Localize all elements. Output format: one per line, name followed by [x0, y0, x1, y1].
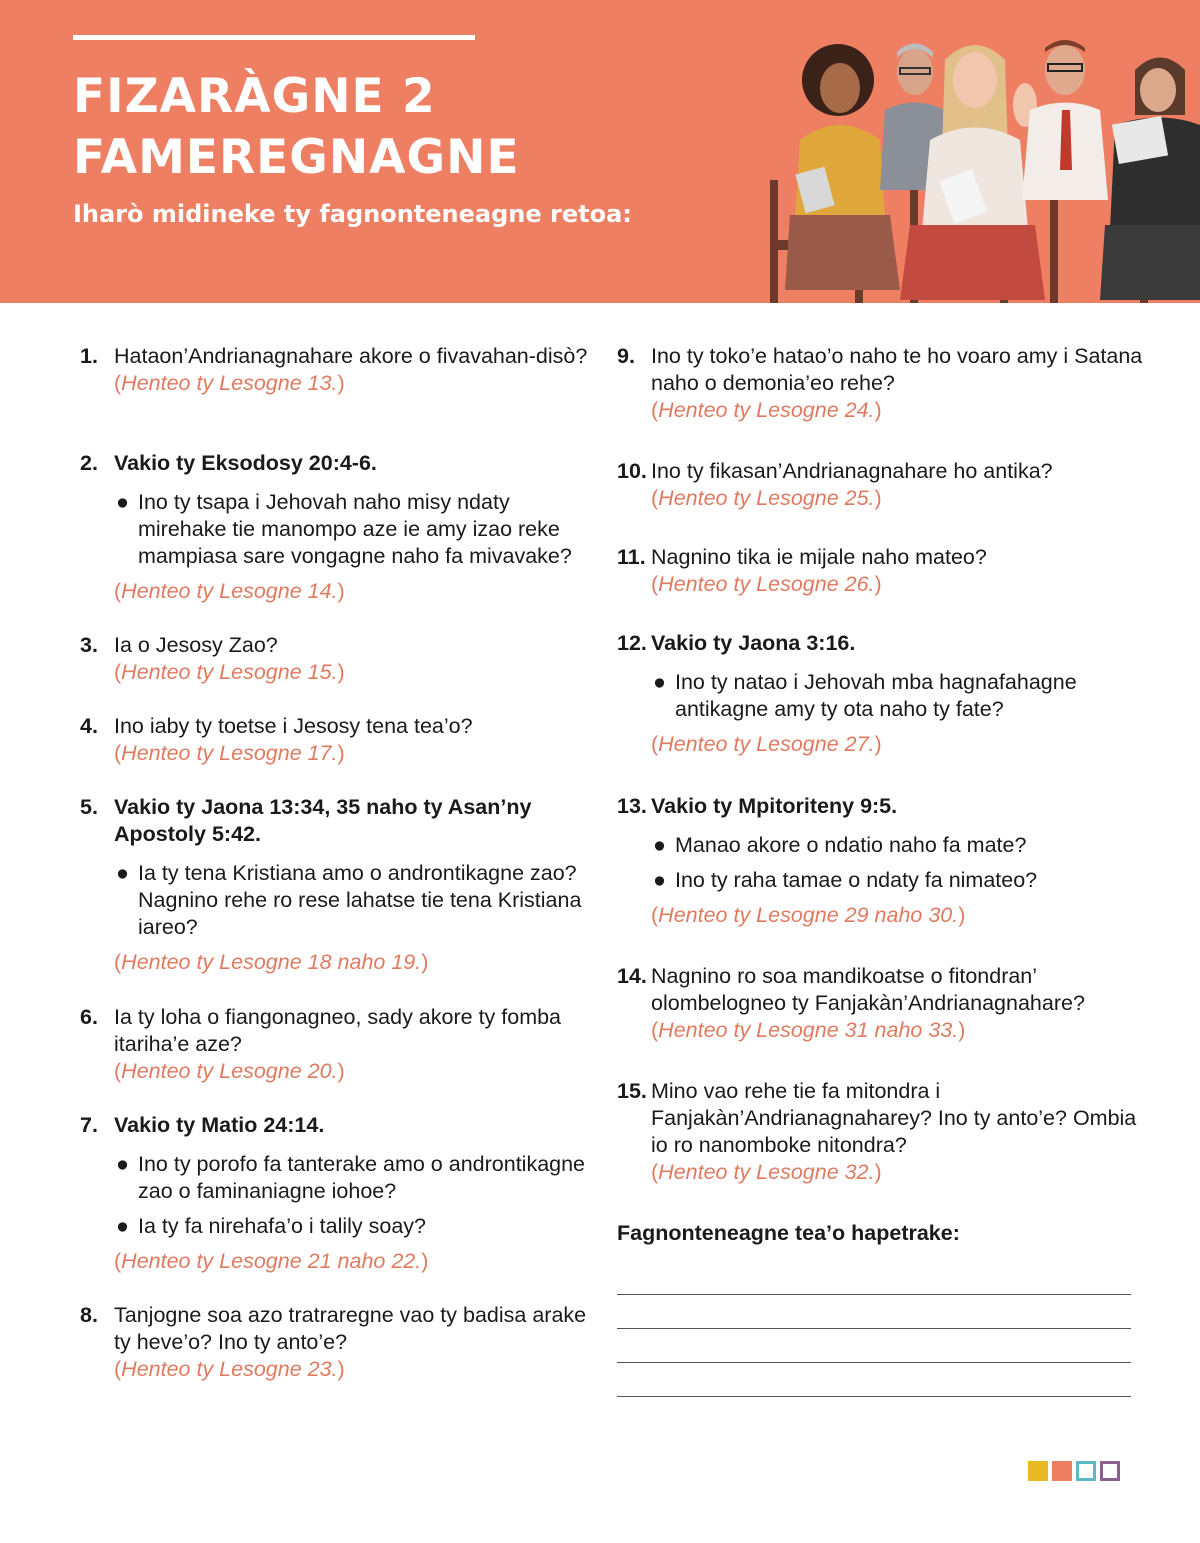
- question-number: 9.: [617, 344, 635, 368]
- square-yellow-icon: [1028, 1461, 1048, 1481]
- lesson-reference: (Henteo ty Lesogne 29 naho 30.): [651, 903, 966, 927]
- notes-lines: [617, 1261, 1157, 1397]
- sub-question-list: [651, 669, 1157, 723]
- question-text: Ia o Jesosy Zao?: [114, 633, 278, 657]
- sub-question-list: [114, 860, 590, 941]
- header-rule: [73, 35, 475, 40]
- question-10: [617, 458, 1157, 544]
- question-text: Vakio ty Eksodosy 20:4-6.: [114, 451, 377, 475]
- question-number: 14.: [617, 964, 647, 988]
- note-line[interactable]: [617, 1363, 1131, 1397]
- question-text: Nagnino ro soa mandikoatse o fitondran’ olombelogneo ty Fanjakàn’Andrianagnahare?: [651, 964, 1085, 1015]
- question-text: Vakio ty Mpitoriteny 9:5.: [651, 794, 898, 818]
- square-coral-icon: [1052, 1461, 1072, 1481]
- question-text: Ino ty fikasan’Andrianagnahare ho antika?: [651, 459, 1053, 483]
- lesson-reference: (Henteo ty Lesogne 20.): [114, 1059, 345, 1083]
- lesson-reference: (Henteo ty Lesogne 24.): [651, 398, 882, 422]
- question-number: 5.: [80, 795, 98, 819]
- person-5: [1100, 58, 1200, 301]
- square-purple-outline-icon: [1100, 1461, 1120, 1481]
- question-number: 7.: [80, 1113, 98, 1137]
- question-text: Ino ty toko’e hatao’o naho te ho voaro amy i Satana naho o demonia’eo rehe?: [651, 344, 1143, 395]
- question-9: [617, 343, 1157, 458]
- question-11: [617, 544, 1157, 630]
- people-seated-illustration: [760, 0, 1200, 303]
- lesson-reference: (Henteo ty Lesogne 26.): [651, 572, 882, 596]
- notes-title: Fagnonteneagne tea’o hapetrake:: [617, 1221, 960, 1245]
- question-number: 10.: [617, 459, 647, 483]
- question-8: [80, 1302, 590, 1383]
- question-number: 13.: [617, 794, 647, 818]
- question-text: Mino vao rehe tie fa mitondra i Fanjakàn’Andrianagnaharey? Ino ty anto’e? Ombia io ro nanomboke nitondra?: [651, 1079, 1137, 1157]
- question-text: Ino iaby ty toetse i Jesosy tena tea’o?: [114, 714, 473, 738]
- lesson-reference: (Henteo ty Lesogne 15.): [114, 660, 345, 684]
- question-number: 3.: [80, 633, 98, 657]
- header-banner: [0, 0, 1200, 303]
- question-number: 4.: [80, 714, 98, 738]
- lesson-reference: (Henteo ty Lesogne 13.): [114, 371, 345, 395]
- question-4: [80, 713, 590, 794]
- lesson-reference: (Henteo ty Lesogne 27.): [651, 732, 882, 756]
- page-subtitle: Iharò midineke ty fagnonteneagne retoa:: [73, 200, 632, 228]
- lesson-reference: (Henteo ty Lesogne 14.): [114, 579, 345, 603]
- title-line-2: FAMEREGNAGNE: [73, 130, 520, 185]
- person-4: [1022, 40, 1108, 200]
- questions-column-left: [80, 343, 590, 1383]
- question-text: Tanjogne soa azo tratraregne vao ty badisa arake ty heve’o? Ino ty anto’e?: [114, 1303, 587, 1354]
- lesson-reference: (Henteo ty Lesogne 32.): [651, 1160, 882, 1184]
- question-5: [80, 794, 590, 1004]
- sub-question-list: [114, 1151, 590, 1240]
- sub-question: ● Manao akore o ndatio naho fa mate?: [653, 833, 1027, 857]
- question-text: Vakio ty Matio 24:14.: [114, 1113, 325, 1137]
- question-number: 11.: [617, 545, 646, 569]
- question-12: [617, 630, 1157, 793]
- question-text: Vakio ty Jaona 13:34, 35 naho ty Asan’ny Apostoly 5:42.: [114, 795, 532, 846]
- note-line[interactable]: [617, 1295, 1131, 1329]
- question-number: 1.: [80, 344, 98, 368]
- note-line[interactable]: [617, 1329, 1131, 1363]
- question-number: 12.: [617, 631, 647, 655]
- question-text: Nagnino tika ie mijale naho mateo?: [651, 545, 987, 569]
- question-text: Hataon’Andrianagnahare akore o fivavahan-disò?: [114, 344, 588, 368]
- lesson-reference: (Henteo ty Lesogne 18 naho 19.): [114, 950, 429, 974]
- sub-question: ● Ino ty raha tamae o ndaty fa nimateo?: [653, 868, 1038, 892]
- lesson-reference: (Henteo ty Lesogne 17.): [114, 741, 345, 765]
- sub-question: ● Ino ty natao i Jehovah mba hagnafahagne antikagne amy ty ota naho ty fate?: [653, 670, 1077, 721]
- sub-question: ● Ino ty porofo fa tanterake amo o androntikagne zao o faminaniagne iohoe?: [116, 1152, 586, 1203]
- sub-question-list: [114, 489, 590, 570]
- sub-question-list: [651, 832, 1157, 894]
- question-text: Ia ty loha o fiangonagneo, sady akore ty fomba itariha’e aze?: [114, 1005, 562, 1056]
- sub-question: ● Ino ty tsapa i Jehovah naho misy ndaty mirehake tie manompo aze ie amy izao reke mampiasa sare vongagne naho fa mivavake?: [116, 490, 572, 568]
- question-2: [80, 450, 590, 632]
- question-number: 8.: [80, 1303, 98, 1327]
- note-line[interactable]: [617, 1261, 1131, 1295]
- question-1: [80, 343, 590, 450]
- question-3: [80, 632, 590, 713]
- question-number: 15.: [617, 1079, 647, 1103]
- lesson-reference: (Henteo ty Lesogne 25.): [651, 486, 882, 510]
- lesson-reference: (Henteo ty Lesogne 23.): [114, 1357, 345, 1381]
- question-text: Vakio ty Jaona 3:16.: [651, 631, 856, 655]
- sub-question: ● Ia ty fa nirehafa’o i talily soay?: [116, 1214, 427, 1238]
- questions-column-right: [617, 343, 1157, 1397]
- question-13: [617, 793, 1157, 963]
- lesson-reference: (Henteo ty Lesogne 31 naho 33.): [651, 1018, 966, 1042]
- question-number: 2.: [80, 451, 98, 475]
- title-line-1: FIZARÀGNE 2: [73, 69, 436, 124]
- square-teal-outline-icon: [1076, 1461, 1096, 1481]
- decorative-squares: [1028, 1461, 1120, 1481]
- question-6: [80, 1004, 590, 1112]
- lesson-reference: (Henteo ty Lesogne 21 naho 22.): [114, 1249, 429, 1273]
- sub-question: ● Ia ty tena Kristiana amo o androntikagne zao? Nagnino rehe ro rese lahatse tie tena Kristiana iareo?: [116, 861, 582, 939]
- question-14: [617, 963, 1157, 1078]
- question-number: 6.: [80, 1005, 98, 1029]
- question-15: [617, 1078, 1157, 1220]
- question-7: [80, 1112, 590, 1302]
- page-title: [73, 66, 520, 188]
